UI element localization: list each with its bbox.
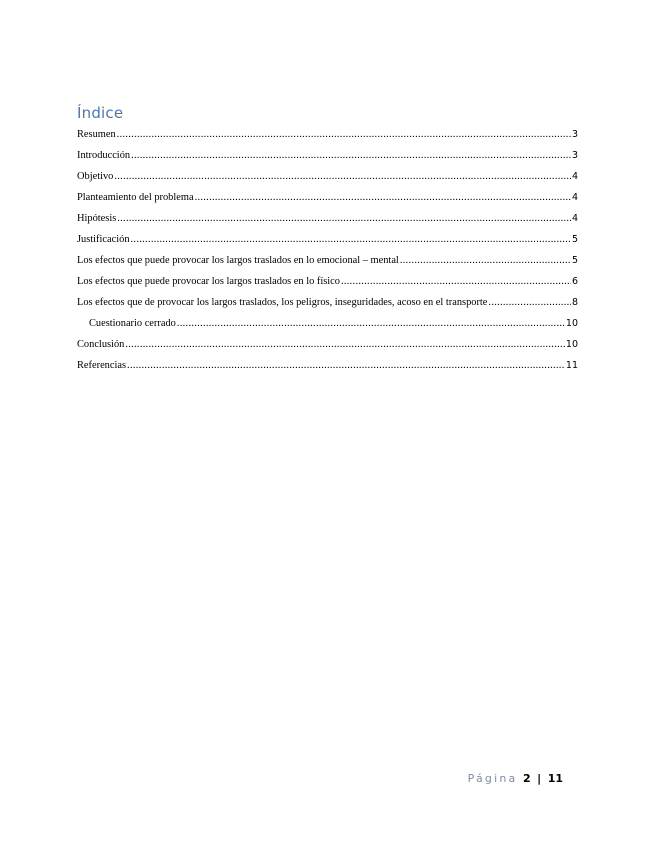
toc-entry-page: 10 (565, 339, 578, 350)
toc-entry-label: Cuestionario cerrado (89, 318, 176, 329)
toc-dot-leader (131, 229, 571, 250)
footer-separator: | (537, 772, 542, 785)
footer-current-page: 2 (523, 772, 531, 785)
toc-entry-page: 4 (571, 171, 578, 182)
toc-entry-page: 4 (571, 192, 578, 203)
toc-entry-label: Planteamiento del problema (77, 192, 194, 203)
toc-dot-leader (341, 271, 571, 292)
toc-entry-page: 4 (571, 213, 578, 224)
toc-entry-introduccion[interactable] (77, 145, 578, 166)
toc-dot-leader (195, 187, 571, 208)
toc-entry-label: Los efectos que de provocar los largos traslados, los peligros, inseguridades, acoso en el transporte (77, 297, 488, 308)
toc-entry-page: 6 (571, 276, 578, 287)
toc-entry-efectos-fisico[interactable] (77, 271, 578, 292)
table-of-contents (77, 124, 578, 376)
page-footer (468, 772, 563, 785)
toc-entry-referencias[interactable] (77, 355, 578, 376)
toc-entry-objetivo[interactable] (77, 166, 578, 187)
toc-entry-efectos-emocional[interactable] (77, 250, 578, 271)
toc-entry-label: Los efectos que puede provocar los largos traslados en lo físico (77, 276, 340, 287)
toc-entry-label: Los efectos que puede provocar los largos traslados en lo emocional – mental (77, 255, 399, 266)
toc-dot-leader (117, 208, 571, 229)
footer-page-word: Página (467, 772, 518, 785)
toc-entry-page: 10 (565, 318, 578, 329)
toc-entry-label: Justificación (77, 234, 130, 245)
toc-entry-label: Objetivo (77, 171, 114, 182)
toc-entry-page: 3 (571, 129, 578, 140)
toc-dot-leader (114, 166, 571, 187)
toc-entry-page: 5 (571, 255, 578, 266)
toc-entry-page: 3 (571, 150, 578, 161)
toc-title: Índice (77, 104, 124, 122)
toc-entry-efectos-transporte[interactable] (77, 292, 578, 313)
toc-dot-leader (127, 355, 565, 376)
toc-entry-label: Hipótesis (77, 213, 117, 224)
toc-dot-leader (400, 250, 571, 271)
toc-dot-leader (488, 292, 571, 313)
toc-dot-leader (117, 124, 571, 145)
toc-entry-page: 5 (571, 234, 578, 245)
toc-entry-planteamiento[interactable] (77, 187, 578, 208)
toc-entry-page: 11 (565, 360, 578, 371)
toc-entry-cuestionario[interactable] (77, 313, 578, 334)
toc-entry-page: 8 (571, 297, 578, 308)
footer-total-pages: 11 (547, 772, 563, 785)
toc-entry-label: Resumen (77, 129, 116, 140)
toc-entry-resumen[interactable] (77, 124, 578, 145)
toc-entry-conclusion[interactable] (77, 334, 578, 355)
toc-entry-justificacion[interactable] (77, 229, 578, 250)
toc-entry-hipotesis[interactable] (77, 208, 578, 229)
toc-entry-label: Conclusión (77, 339, 125, 350)
toc-dot-leader (131, 145, 571, 166)
toc-dot-leader (125, 334, 565, 355)
toc-entry-label: Introducción (77, 150, 131, 161)
toc-entry-label: Referencias (77, 360, 127, 371)
toc-dot-leader (177, 313, 565, 334)
